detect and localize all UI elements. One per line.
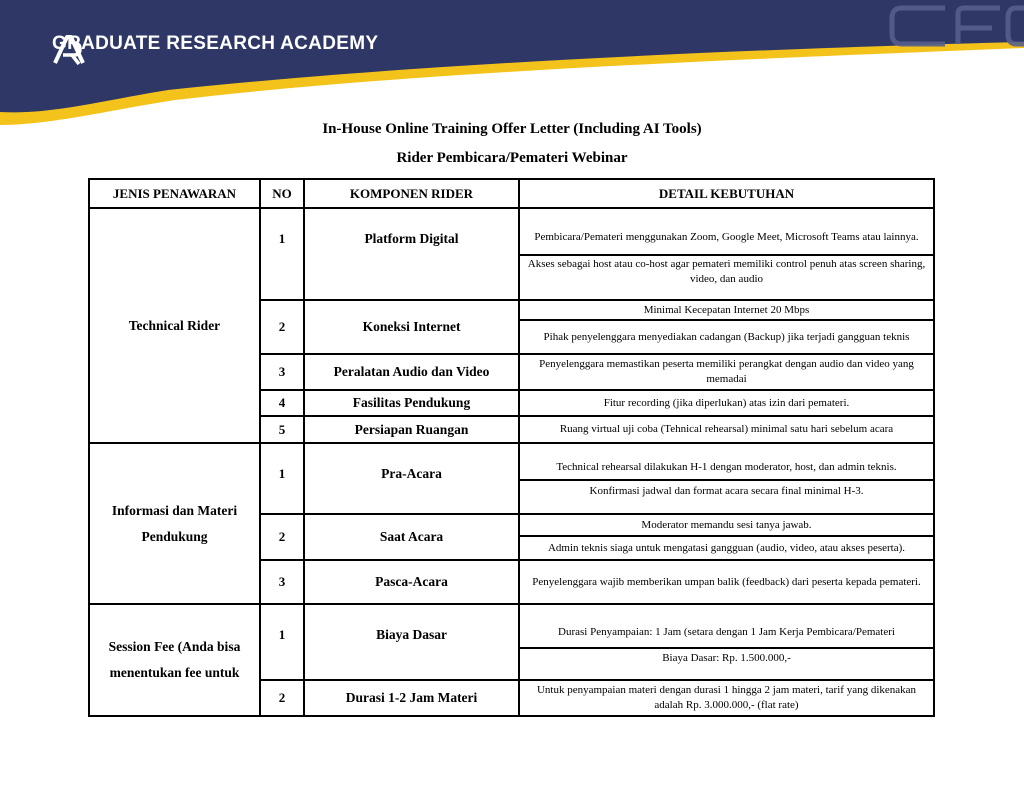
row-no: 3 [260,354,304,390]
detail-cell [519,560,934,604]
komponen-pra-acara: Pra-Acara [304,443,519,514]
detail-cell [519,300,934,354]
komponen-persiapan-ruangan: Persiapan Ruangan [304,416,519,443]
row-no: 1 [260,604,304,680]
row-no: 4 [260,390,304,416]
document-title: In-House Online Training Offer Letter (Including AI Tools) [322,121,702,137]
row-no: 2 [260,300,304,354]
detail-cell [519,354,934,390]
header-detail-kebutuhan: DETAIL KEBUTUHAN [519,179,934,208]
detail-cell [519,680,934,716]
komponen-peralatan-audio-video: Peralatan Audio dan Video [304,354,519,390]
detail-line: Penyelenggara wajib memberikan umpan balik (feedback) dari peserta kepada pemateri. [532,575,921,588]
detail-cell [519,208,934,300]
komponen-durasi-1-2-jam: Durasi 1-2 Jam Materi [304,680,519,716]
detail-cell [519,604,934,680]
document-subtitle: Rider Pembicara/Pemateri Webinar [396,150,628,166]
jenis-technical-rider: Technical Rider [89,208,260,443]
detail-cell [519,416,934,443]
header-banner [0,0,1024,130]
header-jenis-penawaran: JENIS PENAWARAN [89,179,260,208]
detail-line: Minimal Kecepatan Internet 20 Mbps [643,303,810,316]
jenis-informasi-materi: Informasi dan Materi Pendukung [89,443,260,604]
row-no: 2 [260,514,304,560]
header-komponen-rider: KOMPONEN RIDER [304,179,519,208]
detail-line: Pihak penyelenggara menyediakan cadangan (Backup) jika terjadi gangguan teknis [520,319,933,353]
komponen-fasilitas-pendukung: Fasilitas Pendukung [304,390,519,416]
detail-line: Konfirmasi jadwal dan format acara secara final minimal H-3. [520,479,933,502]
detail-line: Akses sebagai host atau co-host agar pemateri memiliki control penuh atas screen sharing, video, dan audio [520,254,933,288]
detail-line: Technical rehearsal dilakukan H-1 dengan moderator, host, dan admin teknis. [556,460,897,473]
table-row [89,604,934,680]
detail-line: Untuk penyampaian materi dengan durasi 1 hingga 2 jam materi, tarif yang dikenakan adalah Rp. 3.000.000,- (flat rate) [536,684,917,711]
jenis-session-fee: Session Fee (Anda bisa menentukan fee untuk [89,604,260,716]
page-header [0,0,1024,130]
table-header-row [89,179,934,208]
row-no: 1 [260,443,304,514]
komponen-koneksi-internet: Koneksi Internet [304,300,519,354]
row-no: 1 [260,208,304,300]
detail-line: Fitur recording (jika diperlukan) atas izin dari pemateri. [603,396,850,409]
detail-line: Durasi Penyampaian: 1 Jam (setara dengan 1 Jam Kerja Pembicara/Pemateri [558,625,895,638]
komponen-platform-digital: Platform Digital [304,208,519,300]
detail-line: Admin teknis siaga untuk mengatasi gangguan (audio, video, atau akses peserta). [520,535,933,559]
komponen-biaya-dasar: Biaya Dasar [304,604,519,680]
row-no: 5 [260,416,304,443]
detail-cell [519,514,934,560]
detail-line: Pembicara/Pemateri menggunakan Zoom, Google Meet, Microsoft Teams atau lainnya. [534,230,919,243]
komponen-saat-acara: Saat Acara [304,514,519,560]
table-row [89,443,934,514]
detail-line: Moderator memandu sesi tanya jawab. [641,518,812,531]
detail-line: Penyelenggara memastikan peserta memiliki perangkat dengan audio dan video yang memadai [539,358,914,385]
row-no: 2 [260,680,304,716]
detail-line: Ruang virtual uji coba (Tehnical rehearsal) minimal satu hari sebelum acara [559,423,894,435]
header-no: NO [260,179,304,208]
detail-cell [519,443,934,514]
komponen-pasca-acara: Pasca-Acara [304,560,519,604]
detail-cell [519,390,934,416]
gra-logo-icon [52,33,86,67]
table-row [89,208,934,300]
detail-line: Biaya Dasar: Rp. 1.500.000,- [520,647,933,667]
rider-table [88,178,935,717]
brand-name: GRADUATE RESEARCH ACADEMY [52,33,379,54]
brand [52,33,378,55]
row-no: 3 [260,560,304,604]
